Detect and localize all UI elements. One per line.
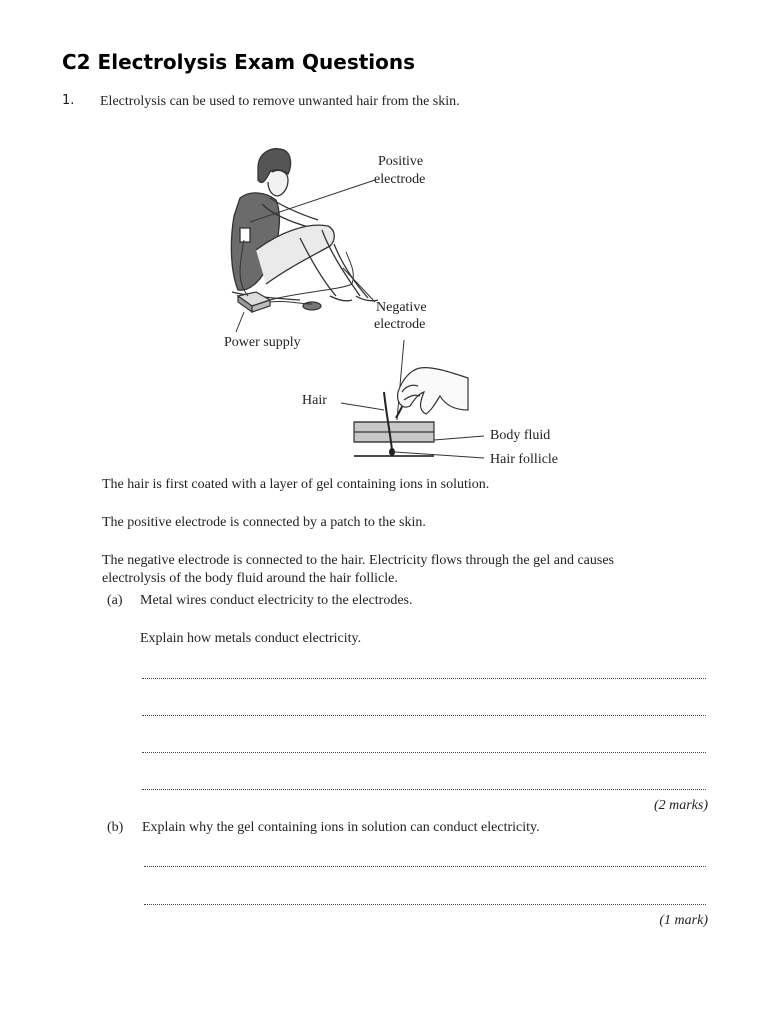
page-title: C2 Electrolysis Exam Questions [62, 50, 416, 74]
paragraph-negative-electrode-line1: The negative electrode is connected to the hair. Electricity flows through the gel and causes [102, 553, 614, 568]
negative-electrode-label-line2: electrode [374, 317, 426, 332]
person-illustration [231, 149, 378, 301]
negative-electrode-label-line1: Negative [376, 300, 427, 315]
question-intro: Electrolysis can be used to remove unwanted hair from the skin. [100, 94, 460, 109]
positive-electrode-label-line2: electrode [374, 172, 426, 187]
answer-line-a4[interactable] [142, 789, 706, 790]
part-b-marks: (1 mark) [659, 913, 708, 928]
part-b-label: (b) [107, 820, 124, 835]
answer-line-a2[interactable] [142, 715, 706, 716]
part-a-label: (a) [107, 593, 123, 608]
answer-line-b1[interactable] [144, 866, 706, 867]
question-number: 1. [62, 93, 75, 108]
body-fluid-label: Body fluid [490, 428, 551, 443]
paragraph-negative-electrode-line2: electrolysis of the body fluid around the hair follicle. [102, 571, 398, 586]
part-a-marks: (2 marks) [653, 798, 708, 813]
positive-electrode-label-line1: Positive [378, 154, 424, 169]
part-b-text: Explain why the gel containing ions in solution can conduct electricity. [142, 820, 540, 835]
hair-follicle-label: Hair follicle [490, 452, 559, 467]
paragraph-positive-electrode: The positive electrode is connected by a patch to the skin. [102, 515, 426, 530]
hair-label: Hair [302, 393, 327, 408]
part-a-text: Metal wires conduct electricity to the electrodes. [140, 593, 413, 608]
answer-line-a1[interactable] [142, 678, 706, 679]
electrolysis-figure [0, 0, 768, 480]
paragraph-gel: The hair is first coated with a layer of gel containing ions in solution. [102, 477, 490, 492]
hand-illustration [398, 368, 468, 414]
part-a-prompt: Explain how metals conduct electricity. [140, 631, 362, 646]
answer-line-a3[interactable] [142, 752, 706, 753]
power-supply-label: Power supply [224, 335, 301, 350]
answer-line-b2[interactable] [144, 904, 706, 905]
